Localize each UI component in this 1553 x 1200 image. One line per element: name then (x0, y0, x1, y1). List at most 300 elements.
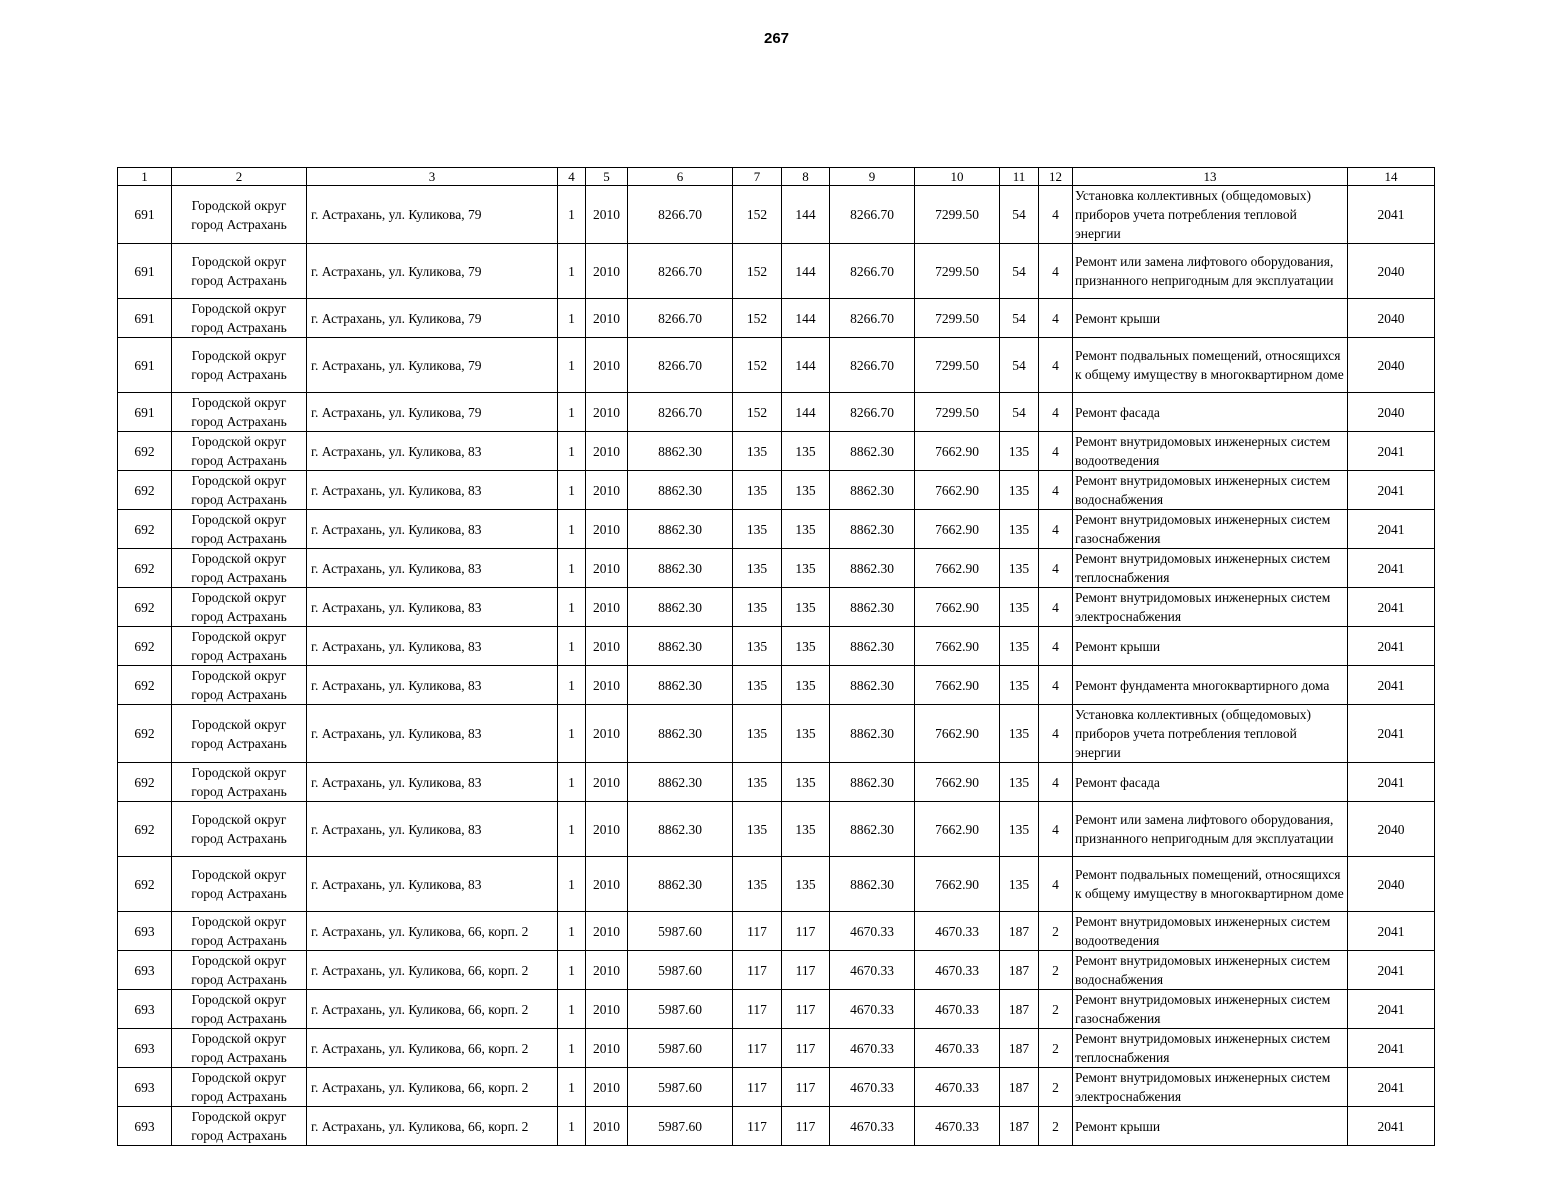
cell-col11: 135 (1000, 705, 1039, 763)
cell-col4: 1 (558, 549, 586, 588)
column-header: 13 (1073, 168, 1348, 186)
cell-area-total: 8862.30 (628, 588, 733, 627)
cell-col12: 4 (1039, 549, 1073, 588)
cell-number: 692 (118, 588, 172, 627)
cell-area-10: 4670.33 (915, 1029, 1000, 1068)
table-row (118, 627, 1435, 666)
cell-address: г. Астрахань, ул. Куликова, 83 (307, 802, 558, 857)
cell-municipality: Городской округ город Астрахань (172, 951, 307, 990)
cell-year: 2010 (586, 705, 628, 763)
cell-municipality: Городской округ город Астрахань (172, 666, 307, 705)
cell-col7: 117 (733, 912, 782, 951)
cell-address: г. Астрахань, ул. Куликова, 83 (307, 549, 558, 588)
cell-address: г. Астрахань, ул. Куликова, 79 (307, 244, 558, 299)
cell-col4: 1 (558, 1029, 586, 1068)
cell-col4: 1 (558, 802, 586, 857)
cell-col12: 2 (1039, 1107, 1073, 1146)
cell-col7: 152 (733, 244, 782, 299)
cell-address: г. Астрахань, ул. Куликова, 79 (307, 338, 558, 393)
cell-area-9: 8266.70 (830, 299, 915, 338)
cell-col4: 1 (558, 951, 586, 990)
cell-col12: 4 (1039, 510, 1073, 549)
column-header: 5 (586, 168, 628, 186)
cell-year: 2010 (586, 627, 628, 666)
cell-work-type: Ремонт внутридомовых инженерных систем теплоснабжения (1073, 1029, 1348, 1068)
cell-area-9: 4670.33 (830, 912, 915, 951)
cell-area-9: 8266.70 (830, 244, 915, 299)
cell-area-total: 5987.60 (628, 912, 733, 951)
cell-municipality: Городской округ город Астрахань (172, 763, 307, 802)
cell-plan-year: 2040 (1348, 857, 1435, 912)
cell-work-type: Ремонт внутридомовых инженерных систем газоснабжения (1073, 510, 1348, 549)
cell-work-type: Ремонт внутридомовых инженерных систем водоотведения (1073, 912, 1348, 951)
cell-col4: 1 (558, 1107, 586, 1146)
cell-col8: 135 (782, 549, 830, 588)
cell-area-10: 7662.90 (915, 763, 1000, 802)
table-row (118, 1029, 1435, 1068)
cell-col7: 135 (733, 802, 782, 857)
cell-work-type: Ремонт внутридомовых инженерных систем электроснабжения (1073, 1068, 1348, 1107)
cell-work-type: Ремонт или замена лифтового оборудования, признанного непригодным для эксплуатации (1073, 802, 1348, 857)
cell-area-total: 8862.30 (628, 763, 733, 802)
cell-area-total: 8862.30 (628, 471, 733, 510)
cell-col4: 1 (558, 510, 586, 549)
cell-col4: 1 (558, 705, 586, 763)
cell-address: г. Астрахань, ул. Куликова, 66, корп. 2 (307, 1068, 558, 1107)
cell-area-9: 8862.30 (830, 432, 915, 471)
cell-col4: 1 (558, 338, 586, 393)
cell-year: 2010 (586, 1107, 628, 1146)
cell-area-10: 7662.90 (915, 432, 1000, 471)
cell-municipality: Городской округ город Астрахань (172, 857, 307, 912)
cell-col7: 152 (733, 393, 782, 432)
cell-municipality: Городской округ город Астрахань (172, 244, 307, 299)
cell-area-9: 8862.30 (830, 763, 915, 802)
cell-number: 693 (118, 912, 172, 951)
cell-plan-year: 2040 (1348, 802, 1435, 857)
cell-area-total: 8266.70 (628, 338, 733, 393)
cell-work-type: Ремонт внутридомовых инженерных систем водоснабжения (1073, 951, 1348, 990)
cell-col7: 152 (733, 186, 782, 244)
cell-col8: 135 (782, 763, 830, 802)
cell-area-9: 4670.33 (830, 951, 915, 990)
table-row (118, 1068, 1435, 1107)
cell-work-type: Ремонт крыши (1073, 1107, 1348, 1146)
cell-municipality: Городской округ город Астрахань (172, 393, 307, 432)
cell-area-total: 8862.30 (628, 549, 733, 588)
cell-municipality: Городской округ город Астрахань (172, 802, 307, 857)
cell-col11: 135 (1000, 627, 1039, 666)
cell-number: 692 (118, 666, 172, 705)
cell-col12: 4 (1039, 588, 1073, 627)
cell-area-total: 8266.70 (628, 244, 733, 299)
cell-col7: 135 (733, 763, 782, 802)
cell-col11: 135 (1000, 588, 1039, 627)
cell-number: 692 (118, 763, 172, 802)
cell-municipality: Городской округ город Астрахань (172, 432, 307, 471)
cell-year: 2010 (586, 510, 628, 549)
cell-col8: 144 (782, 186, 830, 244)
column-header: 9 (830, 168, 915, 186)
cell-number: 693 (118, 990, 172, 1029)
table-row (118, 432, 1435, 471)
cell-col7: 135 (733, 666, 782, 705)
cell-area-total: 8862.30 (628, 666, 733, 705)
cell-col7: 135 (733, 471, 782, 510)
cell-number: 691 (118, 244, 172, 299)
cell-col4: 1 (558, 763, 586, 802)
cell-plan-year: 2041 (1348, 1107, 1435, 1146)
cell-area-9: 8862.30 (830, 471, 915, 510)
table-row (118, 393, 1435, 432)
cell-col4: 1 (558, 627, 586, 666)
cell-col11: 54 (1000, 338, 1039, 393)
cell-col12: 4 (1039, 471, 1073, 510)
cell-col11: 187 (1000, 1029, 1039, 1068)
cell-area-9: 8862.30 (830, 588, 915, 627)
cell-address: г. Астрахань, ул. Куликова, 79 (307, 299, 558, 338)
cell-plan-year: 2041 (1348, 471, 1435, 510)
cell-col8: 135 (782, 705, 830, 763)
cell-area-9: 8862.30 (830, 705, 915, 763)
cell-number: 691 (118, 299, 172, 338)
cell-col8: 135 (782, 857, 830, 912)
cell-col11: 135 (1000, 549, 1039, 588)
cell-area-total: 5987.60 (628, 1068, 733, 1107)
cell-area-10: 4670.33 (915, 951, 1000, 990)
cell-year: 2010 (586, 857, 628, 912)
cell-address: г. Астрахань, ул. Куликова, 83 (307, 705, 558, 763)
cell-work-type: Ремонт фасада (1073, 763, 1348, 802)
page-number: 267 (763, 30, 790, 47)
cell-number: 692 (118, 627, 172, 666)
cell-col4: 1 (558, 857, 586, 912)
cell-col8: 135 (782, 627, 830, 666)
cell-municipality: Городской округ город Астрахань (172, 1029, 307, 1068)
cell-plan-year: 2040 (1348, 338, 1435, 393)
cell-area-total: 8862.30 (628, 857, 733, 912)
cell-area-total: 8862.30 (628, 627, 733, 666)
cell-address: г. Астрахань, ул. Куликова, 66, корп. 2 (307, 1107, 558, 1146)
cell-col8: 135 (782, 432, 830, 471)
cell-year: 2010 (586, 299, 628, 338)
cell-plan-year: 2041 (1348, 510, 1435, 549)
cell-col8: 144 (782, 338, 830, 393)
cell-year: 2010 (586, 951, 628, 990)
table-row (118, 186, 1435, 244)
cell-number: 693 (118, 1029, 172, 1068)
cell-col8: 144 (782, 299, 830, 338)
cell-col12: 2 (1039, 1068, 1073, 1107)
cell-address: г. Астрахань, ул. Куликова, 79 (307, 393, 558, 432)
cell-area-10: 7662.90 (915, 705, 1000, 763)
cell-area-10: 7299.50 (915, 186, 1000, 244)
cell-work-type: Ремонт внутридомовых инженерных систем водоотведения (1073, 432, 1348, 471)
cell-col12: 4 (1039, 432, 1073, 471)
cell-plan-year: 2041 (1348, 912, 1435, 951)
cell-municipality: Городской округ город Астрахань (172, 338, 307, 393)
cell-work-type: Ремонт крыши (1073, 299, 1348, 338)
cell-col11: 54 (1000, 186, 1039, 244)
cell-area-total: 5987.60 (628, 990, 733, 1029)
cell-plan-year: 2040 (1348, 299, 1435, 338)
cell-work-type: Ремонт внутридомовых инженерных систем газоснабжения (1073, 990, 1348, 1029)
cell-work-type: Ремонт внутридомовых инженерных систем водоснабжения (1073, 471, 1348, 510)
cell-area-10: 4670.33 (915, 990, 1000, 1029)
cell-col7: 117 (733, 951, 782, 990)
cell-col7: 135 (733, 432, 782, 471)
cell-col4: 1 (558, 990, 586, 1029)
cell-number: 692 (118, 549, 172, 588)
column-header: 4 (558, 168, 586, 186)
cell-col8: 117 (782, 951, 830, 990)
cell-plan-year: 2040 (1348, 244, 1435, 299)
cell-municipality: Городской округ город Астрахань (172, 990, 307, 1029)
cell-area-10: 4670.33 (915, 912, 1000, 951)
cell-area-total: 5987.60 (628, 951, 733, 990)
cell-work-type: Ремонт внутридомовых инженерных систем теплоснабжения (1073, 549, 1348, 588)
cell-col11: 187 (1000, 1107, 1039, 1146)
cell-work-type: Ремонт подвальных помещений, относящихся к общему имуществу в многоквартирном доме (1073, 338, 1348, 393)
cell-municipality: Городской округ город Астрахань (172, 705, 307, 763)
cell-plan-year: 2041 (1348, 627, 1435, 666)
cell-number: 691 (118, 186, 172, 244)
cell-work-type: Ремонт фундамента многоквартирного дома (1073, 666, 1348, 705)
cell-col8: 135 (782, 666, 830, 705)
cell-area-9: 8862.30 (830, 857, 915, 912)
cell-work-type: Ремонт крыши (1073, 627, 1348, 666)
cell-number: 693 (118, 951, 172, 990)
cell-col7: 117 (733, 990, 782, 1029)
cell-year: 2010 (586, 393, 628, 432)
cell-col12: 4 (1039, 186, 1073, 244)
cell-plan-year: 2041 (1348, 990, 1435, 1029)
cell-col11: 54 (1000, 393, 1039, 432)
cell-area-9: 8266.70 (830, 186, 915, 244)
cell-col12: 4 (1039, 857, 1073, 912)
cell-year: 2010 (586, 432, 628, 471)
header-row (118, 168, 1435, 186)
cell-col7: 135 (733, 627, 782, 666)
cell-col11: 135 (1000, 432, 1039, 471)
cell-col8: 135 (782, 510, 830, 549)
cell-col4: 1 (558, 666, 586, 705)
cell-col12: 4 (1039, 666, 1073, 705)
cell-col12: 4 (1039, 338, 1073, 393)
cell-number: 693 (118, 1068, 172, 1107)
cell-col11: 187 (1000, 1068, 1039, 1107)
cell-area-10: 7662.90 (915, 549, 1000, 588)
cell-plan-year: 2040 (1348, 393, 1435, 432)
cell-address: г. Астрахань, ул. Куликова, 83 (307, 763, 558, 802)
cell-municipality: Городской округ город Астрахань (172, 1107, 307, 1146)
cell-col12: 2 (1039, 951, 1073, 990)
cell-col8: 117 (782, 990, 830, 1029)
cell-year: 2010 (586, 338, 628, 393)
cell-year: 2010 (586, 763, 628, 802)
table-row (118, 666, 1435, 705)
column-header: 11 (1000, 168, 1039, 186)
column-header: 3 (307, 168, 558, 186)
cell-address: г. Астрахань, ул. Куликова, 66, корп. 2 (307, 912, 558, 951)
cell-col11: 54 (1000, 299, 1039, 338)
cell-area-9: 4670.33 (830, 1029, 915, 1068)
cell-address: г. Астрахань, ул. Куликова, 79 (307, 186, 558, 244)
cell-area-9: 8266.70 (830, 393, 915, 432)
table-row (118, 951, 1435, 990)
cell-area-total: 8862.30 (628, 802, 733, 857)
cell-year: 2010 (586, 1029, 628, 1068)
cell-municipality: Городской округ город Астрахань (172, 549, 307, 588)
cell-area-10: 4670.33 (915, 1068, 1000, 1107)
cell-municipality: Городской округ город Астрахань (172, 627, 307, 666)
cell-area-9: 4670.33 (830, 1068, 915, 1107)
cell-number: 692 (118, 705, 172, 763)
cell-col11: 187 (1000, 951, 1039, 990)
cell-area-10: 7662.90 (915, 588, 1000, 627)
cell-col8: 135 (782, 588, 830, 627)
cell-plan-year: 2041 (1348, 432, 1435, 471)
table-row (118, 510, 1435, 549)
cell-area-9: 8862.30 (830, 627, 915, 666)
cell-municipality: Городской округ город Астрахань (172, 186, 307, 244)
cell-col11: 135 (1000, 857, 1039, 912)
cell-col7: 117 (733, 1029, 782, 1068)
cell-area-10: 7662.90 (915, 857, 1000, 912)
cell-work-type: Установка коллективных (общедомовых) приборов учета потребления тепловой энергии (1073, 705, 1348, 763)
cell-col12: 4 (1039, 393, 1073, 432)
registry-table (117, 167, 1435, 1146)
cell-col12: 4 (1039, 705, 1073, 763)
cell-col8: 117 (782, 912, 830, 951)
cell-address: г. Астрахань, ул. Куликова, 66, корп. 2 (307, 990, 558, 1029)
cell-col8: 135 (782, 471, 830, 510)
cell-year: 2010 (586, 549, 628, 588)
cell-col4: 1 (558, 393, 586, 432)
cell-col7: 135 (733, 857, 782, 912)
cell-year: 2010 (586, 1068, 628, 1107)
cell-address: г. Астрахань, ул. Куликова, 83 (307, 471, 558, 510)
cell-address: г. Астрахань, ул. Куликова, 83 (307, 857, 558, 912)
cell-area-total: 5987.60 (628, 1029, 733, 1068)
cell-col8: 117 (782, 1068, 830, 1107)
cell-plan-year: 2041 (1348, 951, 1435, 990)
cell-col12: 4 (1039, 244, 1073, 299)
cell-area-9: 8862.30 (830, 510, 915, 549)
cell-area-9: 8862.30 (830, 802, 915, 857)
cell-col4: 1 (558, 1068, 586, 1107)
cell-plan-year: 2041 (1348, 705, 1435, 763)
cell-address: г. Астрахань, ул. Куликова, 83 (307, 627, 558, 666)
cell-address: г. Астрахань, ул. Куликова, 83 (307, 666, 558, 705)
cell-area-10: 7662.90 (915, 510, 1000, 549)
cell-col7: 135 (733, 588, 782, 627)
cell-municipality: Городской округ город Астрахань (172, 1068, 307, 1107)
cell-col7: 135 (733, 510, 782, 549)
cell-plan-year: 2041 (1348, 1068, 1435, 1107)
table-row (118, 588, 1435, 627)
cell-col7: 152 (733, 299, 782, 338)
cell-col11: 135 (1000, 763, 1039, 802)
table-row (118, 299, 1435, 338)
cell-number: 692 (118, 432, 172, 471)
cell-municipality: Городской округ город Астрахань (172, 471, 307, 510)
cell-col7: 135 (733, 549, 782, 588)
cell-municipality: Городской округ город Астрахань (172, 299, 307, 338)
cell-plan-year: 2041 (1348, 186, 1435, 244)
table-row (118, 338, 1435, 393)
cell-area-total: 8266.70 (628, 299, 733, 338)
cell-area-total: 8862.30 (628, 705, 733, 763)
cell-col12: 4 (1039, 299, 1073, 338)
cell-address: г. Астрахань, ул. Куликова, 83 (307, 588, 558, 627)
cell-address: г. Астрахань, ул. Куликова, 66, корп. 2 (307, 1029, 558, 1068)
column-header: 1 (118, 168, 172, 186)
cell-work-type: Установка коллективных (общедомовых) приборов учета потребления тепловой энергии (1073, 186, 1348, 244)
table-row (118, 912, 1435, 951)
cell-col11: 135 (1000, 802, 1039, 857)
cell-area-10: 7299.50 (915, 244, 1000, 299)
cell-area-total: 8862.30 (628, 510, 733, 549)
column-header: 6 (628, 168, 733, 186)
cell-number: 692 (118, 471, 172, 510)
cell-col12: 4 (1039, 802, 1073, 857)
cell-col4: 1 (558, 299, 586, 338)
cell-number: 692 (118, 510, 172, 549)
cell-area-10: 7299.50 (915, 393, 1000, 432)
cell-number: 691 (118, 393, 172, 432)
cell-col8: 135 (782, 802, 830, 857)
cell-area-9: 8862.30 (830, 549, 915, 588)
cell-plan-year: 2041 (1348, 1029, 1435, 1068)
cell-address: г. Астрахань, ул. Куликова, 66, корп. 2 (307, 951, 558, 990)
cell-area-9: 4670.33 (830, 1107, 915, 1146)
cell-year: 2010 (586, 990, 628, 1029)
table-row (118, 705, 1435, 763)
cell-year: 2010 (586, 588, 628, 627)
cell-col8: 117 (782, 1029, 830, 1068)
cell-col4: 1 (558, 588, 586, 627)
cell-col4: 1 (558, 244, 586, 299)
cell-area-10: 7299.50 (915, 338, 1000, 393)
cell-number: 691 (118, 338, 172, 393)
cell-area-9: 4670.33 (830, 990, 915, 1029)
cell-area-10: 4670.33 (915, 1107, 1000, 1146)
cell-area-9: 8862.30 (830, 666, 915, 705)
cell-year: 2010 (586, 912, 628, 951)
cell-work-type: Ремонт или замена лифтового оборудования, признанного непригодным для эксплуатации (1073, 244, 1348, 299)
cell-address: г. Астрахань, ул. Куликова, 83 (307, 510, 558, 549)
cell-plan-year: 2041 (1348, 666, 1435, 705)
cell-year: 2010 (586, 244, 628, 299)
table-row (118, 244, 1435, 299)
table-row (118, 1107, 1435, 1146)
cell-work-type: Ремонт внутридомовых инженерных систем электроснабжения (1073, 588, 1348, 627)
cell-year: 2010 (586, 802, 628, 857)
cell-year: 2010 (586, 186, 628, 244)
cell-col12: 2 (1039, 1029, 1073, 1068)
column-header: 12 (1039, 168, 1073, 186)
cell-col12: 4 (1039, 763, 1073, 802)
column-header: 10 (915, 168, 1000, 186)
cell-col12: 4 (1039, 627, 1073, 666)
cell-number: 692 (118, 802, 172, 857)
cell-col8: 144 (782, 244, 830, 299)
cell-col11: 54 (1000, 244, 1039, 299)
table-row (118, 471, 1435, 510)
cell-col11: 135 (1000, 666, 1039, 705)
cell-address: г. Астрахань, ул. Куликова, 83 (307, 432, 558, 471)
